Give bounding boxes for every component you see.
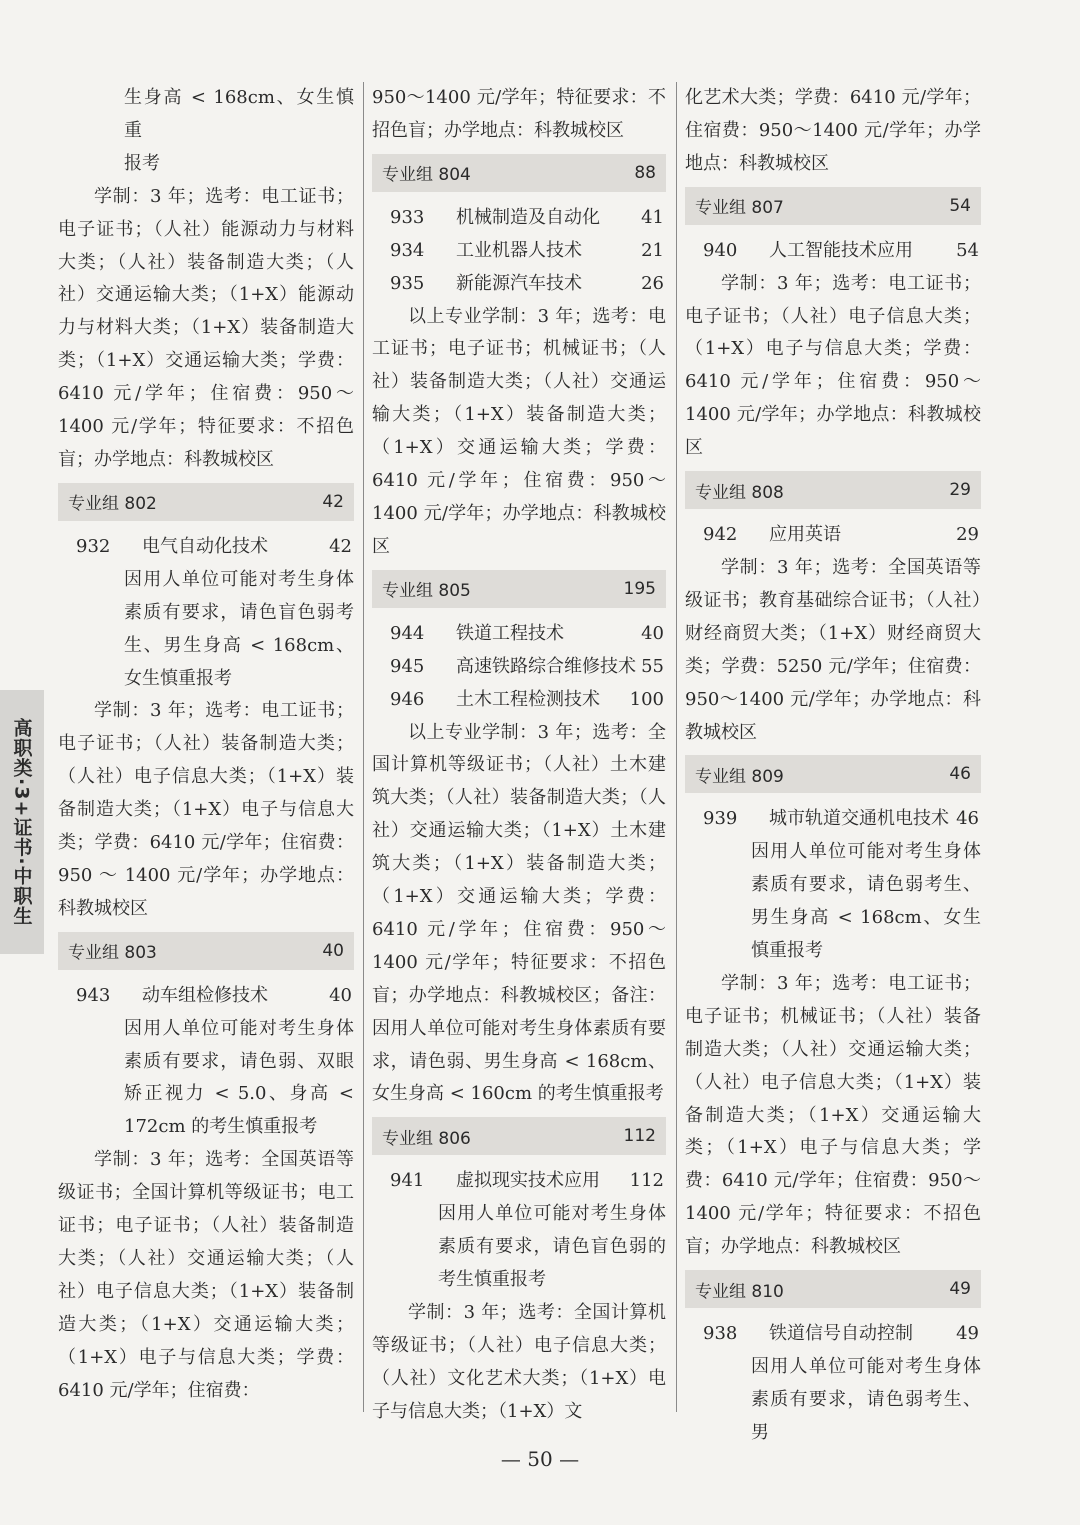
major-code: 941	[390, 1170, 425, 1192]
column-divider	[676, 82, 677, 1412]
major-row	[372, 651, 666, 684]
group-count: 29	[949, 480, 971, 501]
major-name: 高速铁路综合维修技术	[456, 655, 636, 677]
group-header-804	[372, 154, 666, 192]
major-name: 铁道工程技术	[456, 622, 564, 644]
group-count: 49	[949, 1279, 971, 1300]
major-name: 城市轨道交通机电技术	[769, 808, 949, 830]
major-code: 938	[703, 1323, 738, 1345]
major-quota: 40	[641, 622, 664, 644]
group-header-808	[685, 471, 981, 509]
major-row	[372, 268, 666, 301]
group-count: 40	[322, 940, 344, 961]
major-code: 946	[390, 688, 425, 710]
major-note: 因用人单位可能对考生身体素质有要求，请色盲色弱的考生慎重报考	[438, 1203, 666, 1291]
group-label: 专业组 810	[695, 1281, 784, 1302]
major-quota: 41	[641, 206, 664, 228]
major-row	[372, 235, 666, 268]
group-header-803	[58, 932, 354, 970]
group-header-807	[685, 187, 981, 225]
group-label: 专业组 807	[695, 198, 784, 219]
major-row	[685, 235, 981, 268]
group-details: 学制：3 年；选考：电工证书；电子证书；（人社）装备制造大类；（人社）电子信息大类；（1+X）装备制造大类；（1+X）电子与信息大类；学费：6410 元/学年；住宿费：950 ～ 1400 元/学年；办学地点：科教城校区	[58, 700, 354, 919]
group-label: 专业组 803	[68, 943, 157, 964]
group-details: 以上专业学制：3 年；选考：电工证书；电子证书；机械证书；（人社）装备制造大类；（人社）交通运输大类；（1+X）装备制造大类；（1+X）交通运输大类；学费：6410 元/学年；住宿费：950～1400 元/学年；办学地点：科教城校区	[372, 305, 666, 557]
major-code: 932	[76, 535, 111, 557]
group-details: 学制：3 年；选考：全国英语等级证书；全国计算机等级证书；电工证书；电子证书；（人社）装备制造大类；（人社）交通运输大类；（人社）电子信息大类；（1+X）装备制造大类；（1+X）交通运输大类；（1+X）电子与信息大类；学费：6410 元/学年；住宿费：	[58, 1149, 354, 1401]
major-quota: 42	[329, 535, 352, 557]
group-count: 112	[623, 1126, 656, 1147]
group-count: 42	[322, 491, 344, 512]
major-quota: 100	[629, 688, 664, 710]
group-header-810	[685, 1270, 981, 1308]
group-count: 54	[949, 195, 971, 216]
column-divider	[363, 82, 364, 1412]
major-name: 应用英语	[769, 524, 841, 546]
side-tab: 高职类·3+证书·中职生	[0, 690, 44, 954]
major-code: 943	[76, 984, 111, 1006]
major-row	[685, 1318, 981, 1351]
group-count: 195	[623, 578, 656, 599]
major-quota: 21	[641, 239, 664, 261]
major-name: 土木工程检测技术	[456, 688, 600, 710]
major-code: 942	[703, 524, 738, 546]
group-details: 学制：3 年；选考：全国计算机等级证书；（人社）电子信息大类；（人社）文化艺术大类；（1+X）电子与信息大类；（1+X）文	[372, 1302, 666, 1422]
group-header-809	[685, 755, 981, 793]
major-name: 人工智能技术应用	[769, 239, 913, 261]
major-name: 铁道信号自动控制	[769, 1323, 913, 1345]
note-line: 生身高 < 168cm、女生慎重	[124, 87, 354, 141]
major-quota: 40	[329, 984, 352, 1006]
group-label: 专业组 809	[695, 766, 784, 787]
major-code: 934	[390, 239, 425, 261]
major-row	[685, 803, 981, 836]
major-row	[372, 202, 666, 235]
note-line: 报考	[124, 152, 160, 174]
major-code: 945	[390, 655, 425, 677]
group-details: 学制：3 年；选考：电工证书；电子证书；机械证书；（人社）装备制造大类；（人社）交通运输大类；（人社）电子信息大类；（1+X）装备制造大类；（1+X）交通运输大类；（1+X）电子与信息大类；学费：6410 元/学年；住宿费：950～1400 元/学年；特征要求：不招色盲；办学地点：科教城校区	[685, 972, 981, 1258]
group-label: 专业组 808	[695, 482, 784, 503]
major-quota: 112	[629, 1170, 664, 1192]
major-name: 工业机器人技术	[456, 239, 582, 261]
major-code: 935	[390, 272, 425, 294]
column-3	[685, 82, 981, 1450]
major-row	[58, 980, 354, 1013]
major-quota: 29	[956, 524, 979, 546]
major-name: 电气自动化技术	[142, 535, 268, 557]
major-note: 因用人单位可能对考生身体素质有要求，请色弱、双眼矫正视力 < 5.0、身高 < 172cm 的考生慎重报考	[124, 1017, 354, 1138]
major-code: 939	[703, 808, 738, 830]
group-header-805	[372, 570, 666, 608]
major-code: 933	[390, 206, 425, 228]
major-row	[685, 519, 981, 552]
major-name: 机械制造及自动化	[456, 206, 600, 228]
group-details: 学制：3 年；选考：全国英语等级证书；教育基础综合证书；（人社）财经商贸大类；（1+X）财经商贸大类；学费：5250 元/学年；住宿费：950～1400 元/学年；办学地点：科教城校区	[685, 556, 981, 743]
page-number: — 50 —	[500, 1447, 580, 1471]
group-details: 化艺术大类；学费：6410 元/学年；住宿费：950～1400 元/学年；办学地点：科教城校区	[685, 87, 981, 174]
group-details: 学制：3 年；选考：电工证书；电子证书；（人社）电子信息大类；（1+X）电子与信息大类；学费：6410 元/学年；住宿费：950～1400 元/学年；办学地点：科教城校区	[685, 272, 981, 459]
group-label: 专业组 805	[382, 581, 471, 602]
group-label: 专业组 806	[382, 1128, 471, 1149]
major-name: 新能源汽车技术	[456, 272, 582, 294]
major-name: 动车组检修技术	[142, 984, 268, 1006]
group-label: 专业组 804	[382, 165, 471, 186]
column-2	[372, 82, 666, 1429]
major-code: 940	[703, 239, 738, 261]
major-note: 因用人单位可能对考生身体素质有要求，请色弱考生、男	[751, 1356, 981, 1443]
major-quota: 54	[956, 239, 979, 261]
column-1	[58, 82, 354, 1408]
major-row	[58, 531, 354, 564]
major-quota: 26	[641, 272, 664, 294]
group-header-806	[372, 1117, 666, 1155]
major-note: 因用人单位可能对考生身体素质有要求，请色盲色弱考生、男生身高 < 168cm、女生慎重报考	[124, 568, 354, 689]
major-note: 因用人单位可能对考生身体素质有要求，请色弱考生、男生身高 < 168cm、女生慎重报考	[751, 841, 981, 962]
major-row	[372, 684, 666, 717]
major-name: 虚拟现实技术应用	[456, 1170, 600, 1192]
group-count: 88	[634, 162, 656, 183]
major-quota: 49	[956, 1323, 979, 1345]
major-row	[372, 618, 666, 651]
major-code: 944	[390, 622, 425, 644]
group-details: 以上专业学制：3 年；选考：全国计算机等级证书；（人社）土木建筑大类；（人社）装备制造大类；（人社）交通运输大类；（1+X）土木建筑大类；（1+X）装备制造大类；（1+X）交通运输大类；学费：6410 元/学年；住宿费：950～1400 元/学年；特征要求：不招色盲；办学地点：科教城校区；备注：因用人单位可能对考生身体素质有要求，请色弱、男生身高 < 168cm、女生身高 < 160cm 的考生慎重报考	[372, 721, 666, 1105]
group-label: 专业组 802	[68, 494, 157, 515]
group-count: 46	[949, 764, 971, 785]
group-header-802	[58, 483, 354, 521]
major-quota: 46	[956, 808, 979, 830]
group-details: 950～1400 元/学年；特征要求：不招色盲；办学地点：科教城校区	[372, 87, 666, 141]
major-quota: 55	[641, 655, 664, 677]
major-row	[372, 1165, 666, 1198]
group-details: 学制：3 年；选考：电工证书；电子证书；（人社）能源动力与材料大类；（人社）装备制造大类；（人社）交通运输大类；（1+X）能源动力与材料大类；（1+X）装备制造大类；（1+X）交通运输大类；学费：6410 元/学年；住宿费：950～1400 元/学年；特征要求：不招色盲；办学地点：科教城校区	[58, 185, 354, 470]
